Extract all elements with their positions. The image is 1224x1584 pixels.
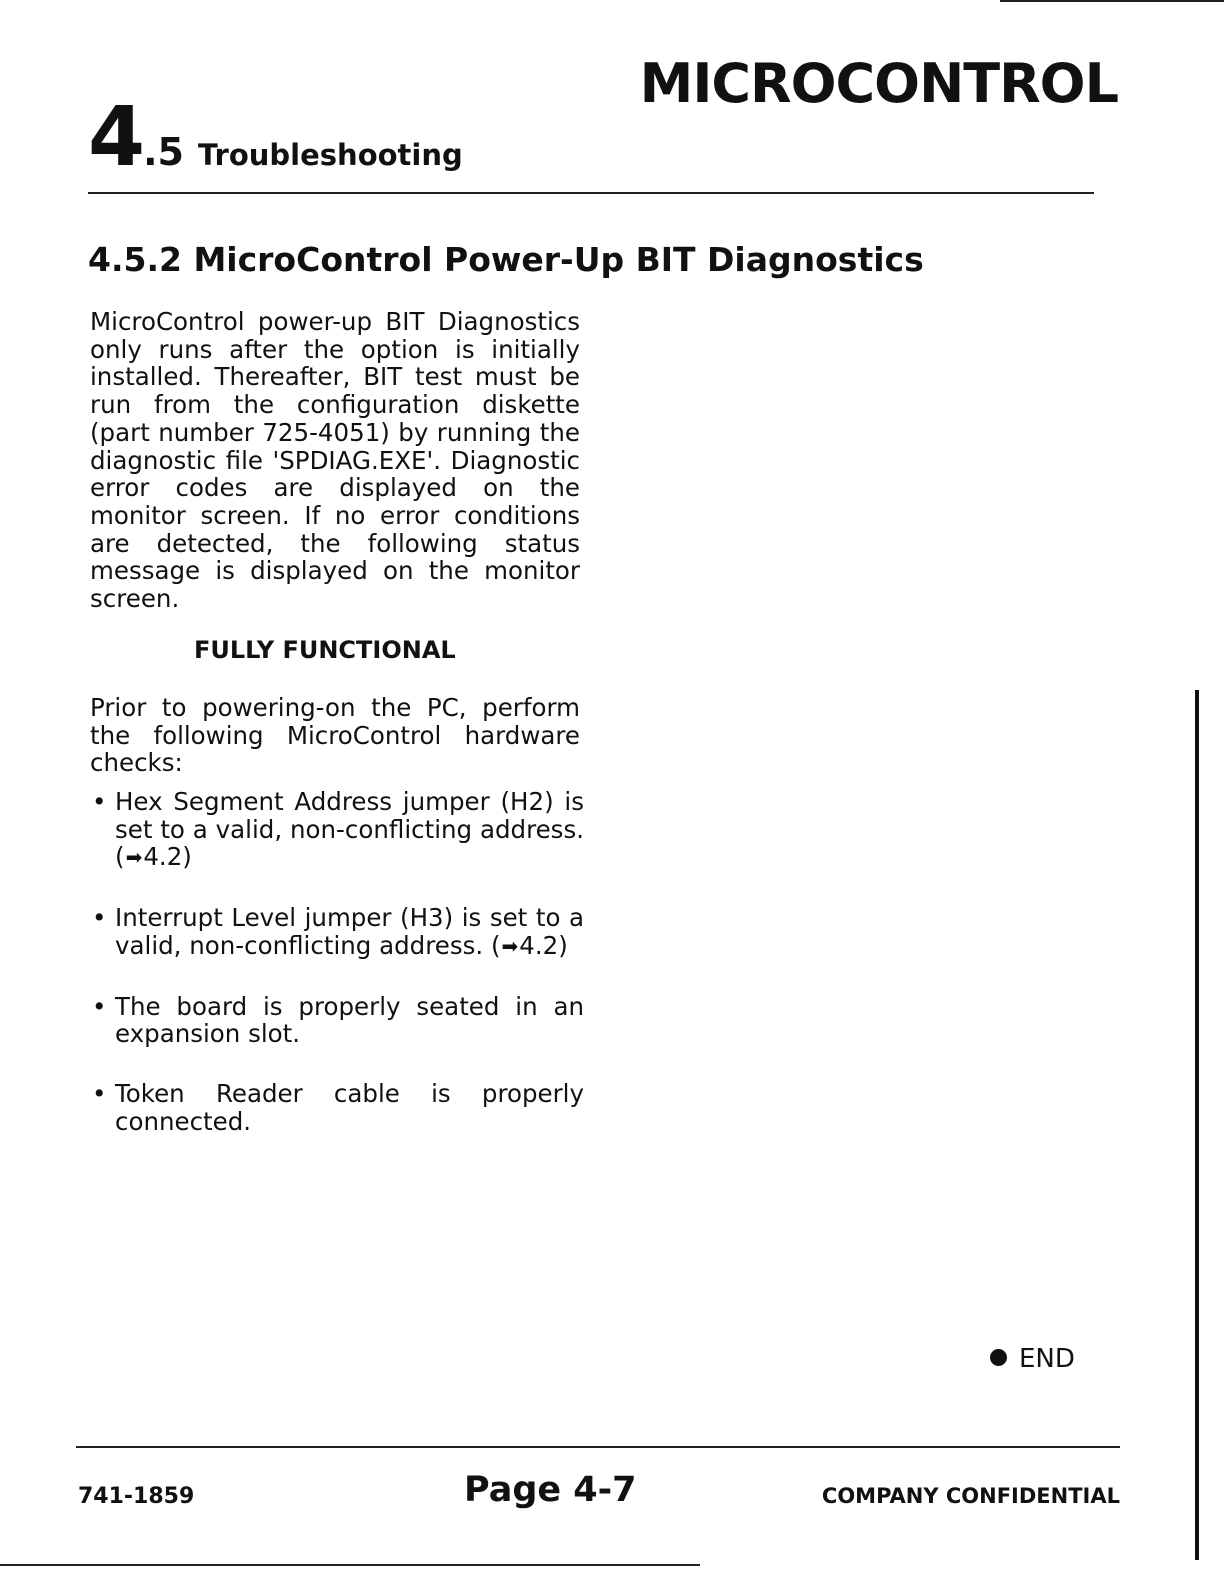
check-text: The board is properly seated in an expansion slot. xyxy=(115,991,584,1049)
bullet: • xyxy=(92,787,107,816)
header-divider xyxy=(88,192,1094,194)
filled-circle-icon xyxy=(990,1349,1007,1366)
check-text: Interrupt Level jumper (H3) is set to a valid, non-conflicting address. xyxy=(115,903,584,960)
list-item xyxy=(90,788,584,872)
end-label: END xyxy=(1019,1344,1075,1374)
bullet: • xyxy=(92,1078,107,1108)
check-text: Token Reader cable is properly connected. xyxy=(115,1078,584,1136)
section-reference[interactable]: (➡4.2) xyxy=(490,930,568,960)
reference-arrow-icon: ➡ xyxy=(125,845,143,870)
intro-paragraph: MicroControl power-up BIT Diagnostics only runs after the option is initially installed. Thereafter, BIT test must be run from the configuration diskette (part number 725-4051) by running the diagnostic file 'SPDIAG.EXE'. Diagnostic error codes are displayed on the monitor screen. If no error conditions are detected, the following status message is displayed on the monitor screen. xyxy=(90,307,580,614)
page-number: Page 4-7 xyxy=(464,1470,637,1510)
bullet: • xyxy=(92,991,107,1021)
check-text: Hex Segment Address jumper (H2) is set to a valid, non-conflicting address. xyxy=(115,787,584,844)
list-item xyxy=(90,993,584,1048)
reference-arrow-icon: ➡ xyxy=(501,933,519,958)
chapter-title: Troubleshooting xyxy=(197,138,463,172)
right-edge-rule xyxy=(1195,690,1199,1560)
end-marker xyxy=(990,1344,1075,1374)
chapter-heading xyxy=(88,90,463,185)
confidentiality-label: COMPANY CONFIDENTIAL xyxy=(821,1484,1120,1508)
hardware-checks-list xyxy=(90,788,584,1167)
list-item xyxy=(90,1080,584,1135)
list-item xyxy=(90,904,584,960)
chapter-sub-number: .5 xyxy=(143,130,184,174)
bullet: • xyxy=(92,903,107,933)
brand-title: MICROCONTROL xyxy=(639,52,1118,115)
bottom-edge-rule xyxy=(0,1564,700,1566)
top-edge-rule xyxy=(1000,0,1224,2)
footer-divider xyxy=(76,1446,1120,1448)
document-number: 741-1859 xyxy=(78,1484,195,1509)
section-reference[interactable]: (➡4.2) xyxy=(115,842,192,872)
section-title: 4.5.2 MicroControl Power-Up BIT Diagnostics xyxy=(88,240,924,279)
chapter-number: 4 xyxy=(88,90,144,185)
checks-intro-paragraph: Prior to powering-on the PC, perform the following MicroControl hardware checks: xyxy=(90,693,580,778)
status-message: FULLY FUNCTIONAL xyxy=(194,636,456,664)
